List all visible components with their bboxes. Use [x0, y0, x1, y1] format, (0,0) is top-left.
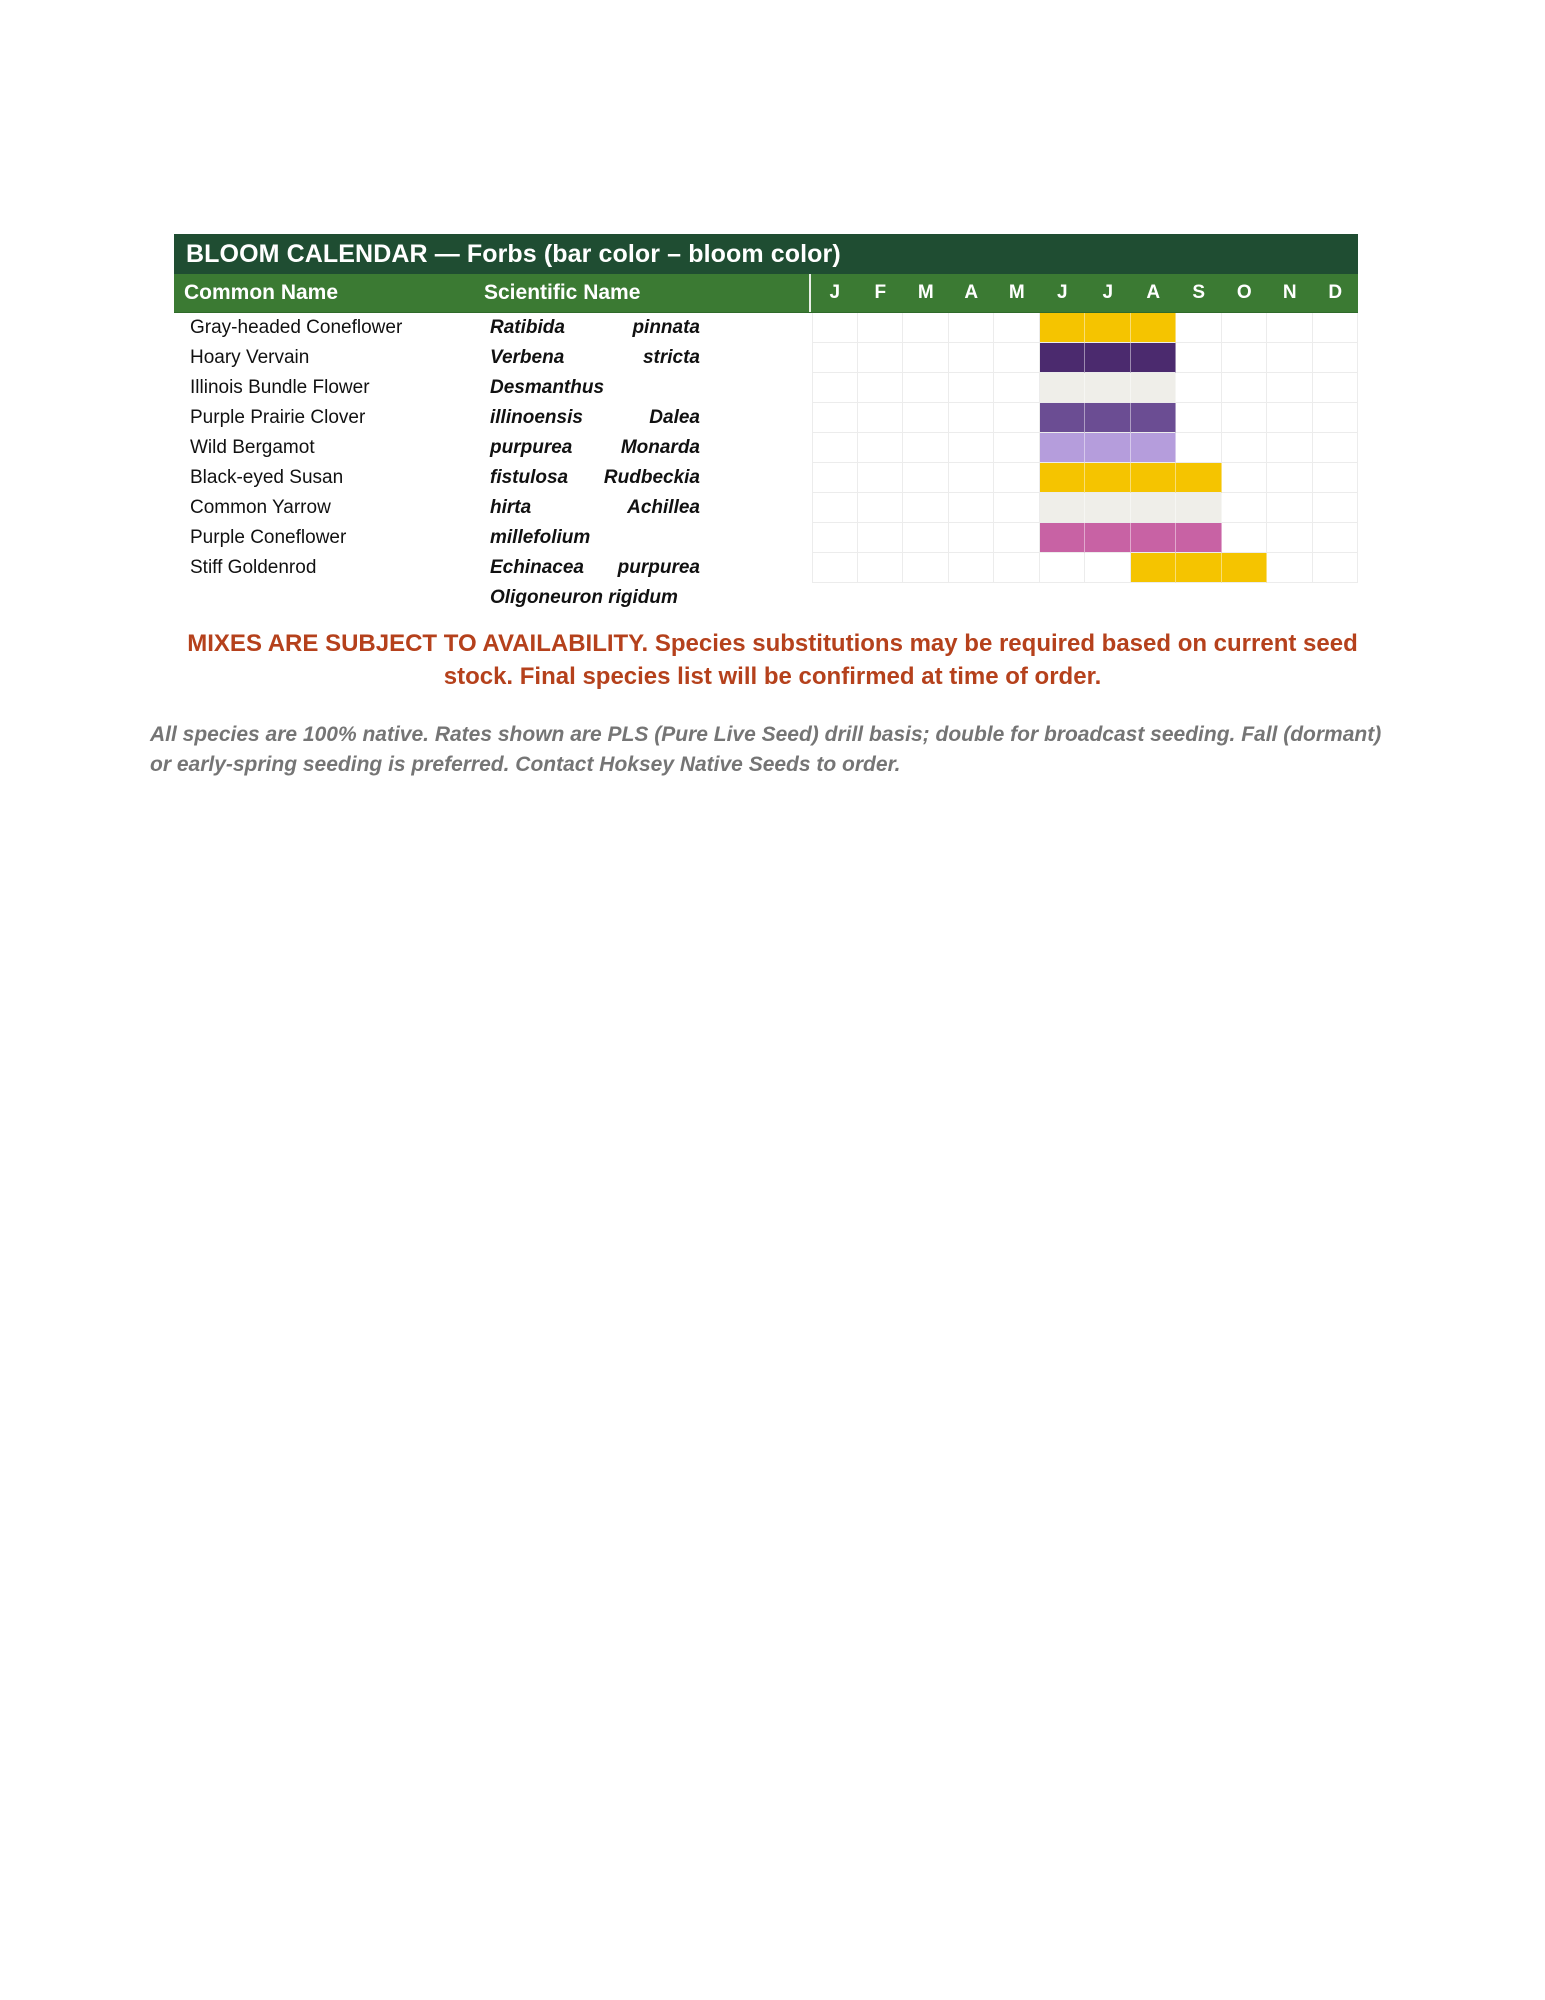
- grid-cell: [949, 523, 995, 553]
- scientific-name-word: hirta: [490, 497, 532, 518]
- grid-cell: [1222, 313, 1268, 343]
- grid-cell: [1267, 343, 1313, 373]
- grid-cell: [994, 313, 1040, 343]
- grid-cell: [903, 403, 949, 433]
- grid-cell: [1267, 523, 1313, 553]
- bloom-calendar: [174, 234, 1358, 613]
- grid-cell: [1313, 493, 1359, 523]
- bloom-bar-cell: [1040, 493, 1086, 523]
- grid-cell: [1267, 403, 1313, 433]
- bloom-bar-cell: [1085, 493, 1131, 523]
- grid-cell: [812, 313, 858, 343]
- bloom-bar-cell: [1176, 553, 1222, 583]
- bloom-bar-cell: [1131, 403, 1177, 433]
- month-header: J: [1056, 282, 1068, 303]
- grid-cell: [1176, 373, 1222, 403]
- bloom-bar-cell: [1085, 463, 1131, 493]
- grid-cell: [994, 343, 1040, 373]
- bloom-bar-cell: [1131, 313, 1177, 343]
- grid-cell: [949, 553, 995, 583]
- grid-cell: [994, 403, 1040, 433]
- grid-cell: [858, 493, 904, 523]
- scientific-name-word: purpurea: [490, 437, 573, 458]
- common-name: Common Yarrow: [190, 497, 331, 518]
- scientific-name-word: purpurea: [617, 557, 700, 578]
- bloom-bar-cell: [1040, 313, 1086, 343]
- grid-cell: [949, 403, 995, 433]
- month-header: M: [917, 282, 934, 303]
- scientific-name-word: Achillea: [627, 497, 700, 518]
- scientific-name-line: [490, 463, 700, 493]
- grid-cell: [903, 553, 949, 583]
- grid-cell: [1176, 433, 1222, 463]
- grid-cell: [949, 463, 995, 493]
- bloom-bar-cell: [1040, 373, 1086, 403]
- grid-cell: [903, 463, 949, 493]
- scientific-name-line: [490, 403, 700, 433]
- calendar-title: BLOOM CALENDAR — Forbs (bar color – bloom color): [174, 234, 1358, 274]
- grid-cell: [1313, 343, 1359, 373]
- grid-cell: [903, 523, 949, 553]
- calendar-header-row: [174, 274, 1358, 313]
- bloom-bar-cell: [1131, 373, 1177, 403]
- scientific-name-word: Ratibida: [490, 317, 565, 338]
- common-name: Illinois Bundle Flower: [190, 377, 370, 398]
- bloom-row: [812, 313, 1358, 343]
- bloom-bar-cell: [1085, 343, 1131, 373]
- scientific-name-word: Echinacea: [490, 557, 584, 578]
- month-header: J: [829, 282, 841, 303]
- scientific-name-column: [490, 313, 700, 613]
- bloom-bar-cell: [1176, 493, 1222, 523]
- bloom-row: [812, 493, 1358, 523]
- calendar-body: [174, 313, 1358, 613]
- bloom-bar-cell: [1131, 433, 1177, 463]
- bloom-row: [812, 403, 1358, 433]
- bloom-row: [812, 463, 1358, 493]
- grid-cell: [1176, 343, 1222, 373]
- common-name: Gray-headed Coneflower: [190, 317, 403, 338]
- grid-cell: [994, 493, 1040, 523]
- bloom-bar-cell: [1131, 523, 1177, 553]
- grid-cell: [903, 343, 949, 373]
- grid-cell: [1040, 553, 1086, 583]
- scientific-name-line: [490, 313, 700, 343]
- bloom-bar-cell: [1085, 523, 1131, 553]
- scientific-name-line: [490, 493, 700, 523]
- grid-cell: [994, 433, 1040, 463]
- scientific-name-word: Oligoneuron rigidum: [490, 587, 678, 608]
- scientific-name-line: [490, 583, 700, 613]
- month-headers: [812, 274, 1358, 312]
- grid-cell: [1267, 553, 1313, 583]
- grid-cell: [1313, 553, 1359, 583]
- grid-cell: [994, 463, 1040, 493]
- bloom-bar-cell: [1040, 343, 1086, 373]
- grid-cell: [1222, 373, 1268, 403]
- month-header: N: [1282, 282, 1297, 303]
- bloom-bar-cell: [1040, 523, 1086, 553]
- bloom-row: [812, 523, 1358, 553]
- grid-cell: [949, 313, 995, 343]
- availability-notice: MIXES ARE SUBJECT TO AVAILABILITY. Species substitutions may be required based on current seed stock. Final species list will be confirmed at time of order.: [187, 630, 1358, 690]
- month-header: J: [1102, 282, 1114, 303]
- scientific-name-word: illinoensis: [490, 407, 583, 428]
- bloom-bar-cell: [1040, 403, 1086, 433]
- grid-cell: [1267, 463, 1313, 493]
- bloom-row: [812, 343, 1358, 373]
- grid-cell: [858, 433, 904, 463]
- scientific-name-word: Dalea: [649, 407, 700, 428]
- month-header: S: [1192, 282, 1206, 303]
- bloom-grid: [812, 313, 1358, 583]
- header-divider: [809, 274, 811, 312]
- month-header: M: [1008, 282, 1025, 303]
- grid-cell: [1313, 373, 1359, 403]
- grid-cell: [1222, 343, 1268, 373]
- bloom-bar-cell: [1085, 433, 1131, 463]
- column-header-common-name: Common Name: [184, 281, 339, 304]
- grid-cell: [1176, 313, 1222, 343]
- scientific-name-word: Verbena: [490, 347, 565, 368]
- seeding-footnote: All species are 100% native. Rates shown are PLS (Pure Live Seed) drill basis; double for broadcast seeding. Fall (dormant) or early-spring seeding is preferred. Contact Hoksey Native Seeds to order.: [150, 723, 1382, 776]
- grid-cell: [1222, 433, 1268, 463]
- grid-cell: [1267, 313, 1313, 343]
- bloom-row: [812, 433, 1358, 463]
- grid-cell: [812, 433, 858, 463]
- scientific-name-word: Desmanthus: [490, 377, 605, 398]
- grid-cell: [858, 523, 904, 553]
- grid-cell: [1176, 403, 1222, 433]
- bloom-bar-cell: [1222, 553, 1268, 583]
- common-name: Stiff Goldenrod: [190, 557, 317, 578]
- grid-cell: [812, 523, 858, 553]
- bloom-bar-cell: [1131, 463, 1177, 493]
- month-header: O: [1236, 282, 1252, 303]
- grid-cell: [903, 313, 949, 343]
- column-header-scientific-name: Scientific Name: [484, 281, 641, 304]
- grid-cell: [812, 403, 858, 433]
- grid-cell: [1313, 523, 1359, 553]
- common-name: Purple Coneflower: [190, 527, 347, 548]
- grid-cell: [903, 433, 949, 463]
- bloom-bar-cell: [1085, 403, 1131, 433]
- month-header: D: [1328, 282, 1343, 303]
- grid-cell: [1267, 493, 1313, 523]
- scientific-name-word: millefolium: [490, 527, 591, 548]
- bloom-row: [812, 373, 1358, 403]
- scientific-name-word: stricta: [642, 347, 700, 368]
- grid-cell: [1222, 493, 1268, 523]
- scientific-name-line: [490, 523, 700, 553]
- grid-cell: [903, 493, 949, 523]
- grid-cell: [858, 463, 904, 493]
- scientific-name-line: [490, 433, 700, 463]
- common-name: Hoary Vervain: [190, 347, 310, 368]
- grid-cell: [949, 433, 995, 463]
- grid-cell: [812, 553, 858, 583]
- grid-cell: [1222, 523, 1268, 553]
- grid-cell: [812, 493, 858, 523]
- scientific-name-word: fistulosa: [490, 467, 569, 488]
- bloom-bar-cell: [1040, 433, 1086, 463]
- bloom-bar-cell: [1040, 463, 1086, 493]
- common-name: Wild Bergamot: [190, 437, 315, 458]
- grid-cell: [858, 403, 904, 433]
- bloom-bar-cell: [1085, 373, 1131, 403]
- scientific-name-line: [490, 373, 700, 403]
- common-name: Purple Prairie Clover: [190, 407, 366, 428]
- grid-cell: [1222, 463, 1268, 493]
- month-header: A: [1146, 282, 1161, 303]
- grid-cell: [949, 493, 995, 523]
- month-header: F: [874, 282, 887, 303]
- grid-cell: [1267, 433, 1313, 463]
- grid-cell: [1313, 403, 1359, 433]
- scientific-name-word: Rudbeckia: [603, 467, 700, 488]
- grid-cell: [994, 523, 1040, 553]
- grid-cell: [812, 463, 858, 493]
- grid-cell: [858, 553, 904, 583]
- grid-cell: [858, 373, 904, 403]
- grid-cell: [1313, 433, 1359, 463]
- scientific-name-line: [490, 343, 700, 373]
- grid-cell: [1313, 313, 1359, 343]
- grid-cell: [812, 343, 858, 373]
- common-name: Black-eyed Susan: [190, 467, 344, 488]
- bloom-row: [812, 553, 1358, 583]
- bloom-bar-cell: [1176, 523, 1222, 553]
- scientific-name-line: [490, 553, 700, 583]
- scientific-name-word: pinnata: [632, 317, 700, 338]
- month-header: A: [964, 282, 979, 303]
- common-name-column: [190, 313, 402, 583]
- grid-cell: [1222, 403, 1268, 433]
- scientific-name-word: Monarda: [620, 437, 700, 458]
- grid-cell: [994, 373, 1040, 403]
- grid-cell: [1313, 463, 1359, 493]
- bloom-bar-cell: [1131, 553, 1177, 583]
- grid-cell: [1267, 373, 1313, 403]
- bloom-bar-cell: [1085, 313, 1131, 343]
- bloom-bar-cell: [1131, 493, 1177, 523]
- grid-cell: [858, 313, 904, 343]
- grid-cell: [903, 373, 949, 403]
- grid-cell: [1085, 553, 1131, 583]
- grid-cell: [994, 553, 1040, 583]
- grid-cell: [949, 373, 995, 403]
- grid-cell: [949, 343, 995, 373]
- grid-cell: [812, 373, 858, 403]
- bloom-bar-cell: [1131, 343, 1177, 373]
- grid-cell: [858, 343, 904, 373]
- bloom-bar-cell: [1176, 463, 1222, 493]
